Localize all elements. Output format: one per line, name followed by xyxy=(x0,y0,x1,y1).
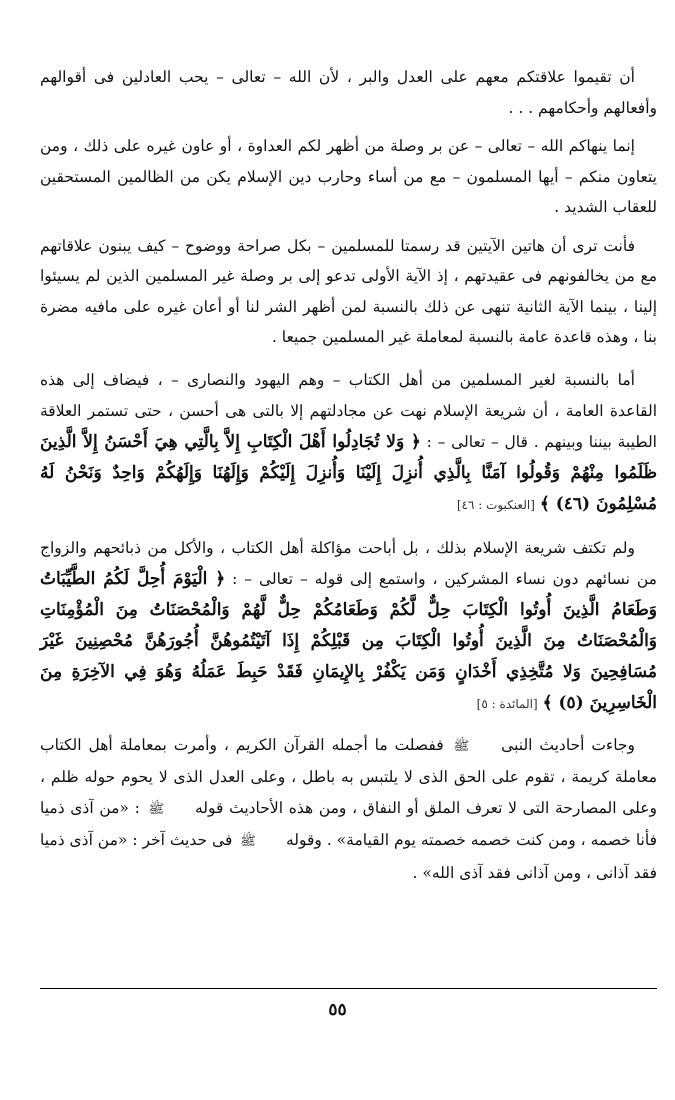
paragraph-6-part-b: ففصلت ما أجمله القرآن الكريم ، وأمرت بمعاملة أهل الكتاب معاملة كريمة ، تقوم على الحق الذى لا يلتبس به باطل ، وعلى العدل الذى لا يحوم حوله ظلم ، وعلى المصارحة التى لا تعرف الملق أو النفاق ، ومن هذه الأحاديث قوله xyxy=(40,735,657,817)
paragraph-5 xyxy=(40,533,657,720)
footer-divider xyxy=(40,988,657,989)
paragraph-5-intro: ولم تكتف شريعة الإسلام بذلك ، بل أباحت مؤاكلة أهل الكتاب ، والأكل من ذبائحهم والزواج من نسائهم دون نساء المشركين ، واستمع إلى قوله – تعالى – : xyxy=(40,538,657,588)
quran-verse-maidah: ﴿ الْيَوْمَ أُحِلَّ لَكُمُ الطَّيِّبَاتُ وَطَعَامُ الَّذِينَ أُوتُوا الْكِتَابَ حِلٌّ لَّكُمْ وَطَعَامُكُمْ حِلٌّ لَّهُمْ وَالْمُحْصَنَاتُ مِنَ الْمُؤْمِنَاتِ وَالْمُحْصَنَاتُ مِنَ الَّذِينَ أُوتُوا الْكِتَابَ مِن قَبْلِكُمْ إِذَا آتَيْتُمُوهُنَّ أُجُورَهُنَّ مُحْصِنِينَ غَيْرَ مُسَافِحِينَ وَلا مُتَّخِذِي أَخْدَانٍ وَمَن يَكْفُرْ بِالإِيمَانِ فَقَدْ حَبِطَ عَمَلُهُ وَهُوَ فِي الآخِرَةِ مِنَ الْخَاسِرِينَ (٥) ﴾ xyxy=(40,568,657,713)
paragraph-6-part-d: فى حديث آخر : «من آذى ذميا فقد آذانى ، ومن آذانى فقد آذى الله» . xyxy=(40,831,657,882)
paragraph-4 xyxy=(40,365,657,521)
paragraph-6-part-a: وجاءت أحاديث النبى xyxy=(501,735,635,754)
quran-verse-ankabut: ﴿ وَلا تُجَادِلُوا أَهْلَ الْكِتَابِ إِلاَّ بِالَّتِي هِيَ أَحْسَنُ إِلاَّ الَّذِينَ ظَلَمُوا مِنْهُمْ وَقُولُوا آمَنَّا بِالَّذِي أُنزِلَ إِلَيْنَا وَأُنزِلَ إِلَيْكُمْ وَإِلَهُنَا وَإِلَهُكُمْ وَاحِدٌ وَنَحْنُ لَهُ مُسْلِمُونَ (٤٦) ﴾ xyxy=(40,431,657,514)
honorific-glyph: ﷺ xyxy=(453,738,470,754)
paragraph-6-part-c: : «من آذى ذميا فأنا خصمه ، ومن كنت خصمه خصمته يوم القيامة» . وقوله xyxy=(40,798,657,849)
paragraph-2: إنما ينهاكم الله – تعالى – عن بر وصلة من أظهر لكم العداوة ، أو عاون غيره على ذلك ، ومن يتعاون منكم – أيها المسلمون – مع من أساء وحارب دين الإسلام يكن من الظالمين المستحقين للعقاب الشديد . xyxy=(40,137,657,216)
page-body xyxy=(40,62,657,888)
verse-reference-ankabut: [العنكبوت : ٤٦] xyxy=(456,497,535,512)
honorific-glyph: ﷺ xyxy=(240,834,257,849)
paragraph-3: فأنت ترى أن هاتين الآيتين قد رسمتا للمسلمين – بكل صراحة ووضوح – كيف يبنون علاقاتهم مع من يخالفونهم فى عقيدتهم ، إذ الآية الأولى تدعو إلى بر وصلة غير المسلمين الذين لم يسيئوا إلينا ، بينما الآية الثانية تنهى عن ذلك بالنسبة لمن أظهر الشر لنا أو أعان غيره على مافيه مضرة بنا ، وهذه قاعدة عامة بالنسبة لمعاملة غير المسلمين جميعا . xyxy=(40,236,657,346)
page-number: ٥٥ xyxy=(328,1000,347,1020)
honorific-glyph: ﷺ xyxy=(148,801,165,817)
paragraph-1: أن تقيموا علاقتكم معهم على العدل والبر ، لأن الله – تعالى – يحب العادلين فى أقوالهم وأفعالهم وأحكامهم . . . xyxy=(40,68,657,117)
paragraph-6 xyxy=(40,730,657,889)
verse-reference-maidah: [المائدة : ٥] xyxy=(476,696,538,711)
paragraph-4-intro: أما بالنسبة لغير المسلمين من أهل الكتاب – وهم اليهود والنصارى – ، فيضاف إلى هذه القاعدة العامة ، أن شريعة الإسلام نهت عن مجادلتهم إلا بالتى هى أحسن ، حتى تستمر العلاقة الطيبة بيننا وبينهم . قال – تعالى – : xyxy=(40,370,657,451)
